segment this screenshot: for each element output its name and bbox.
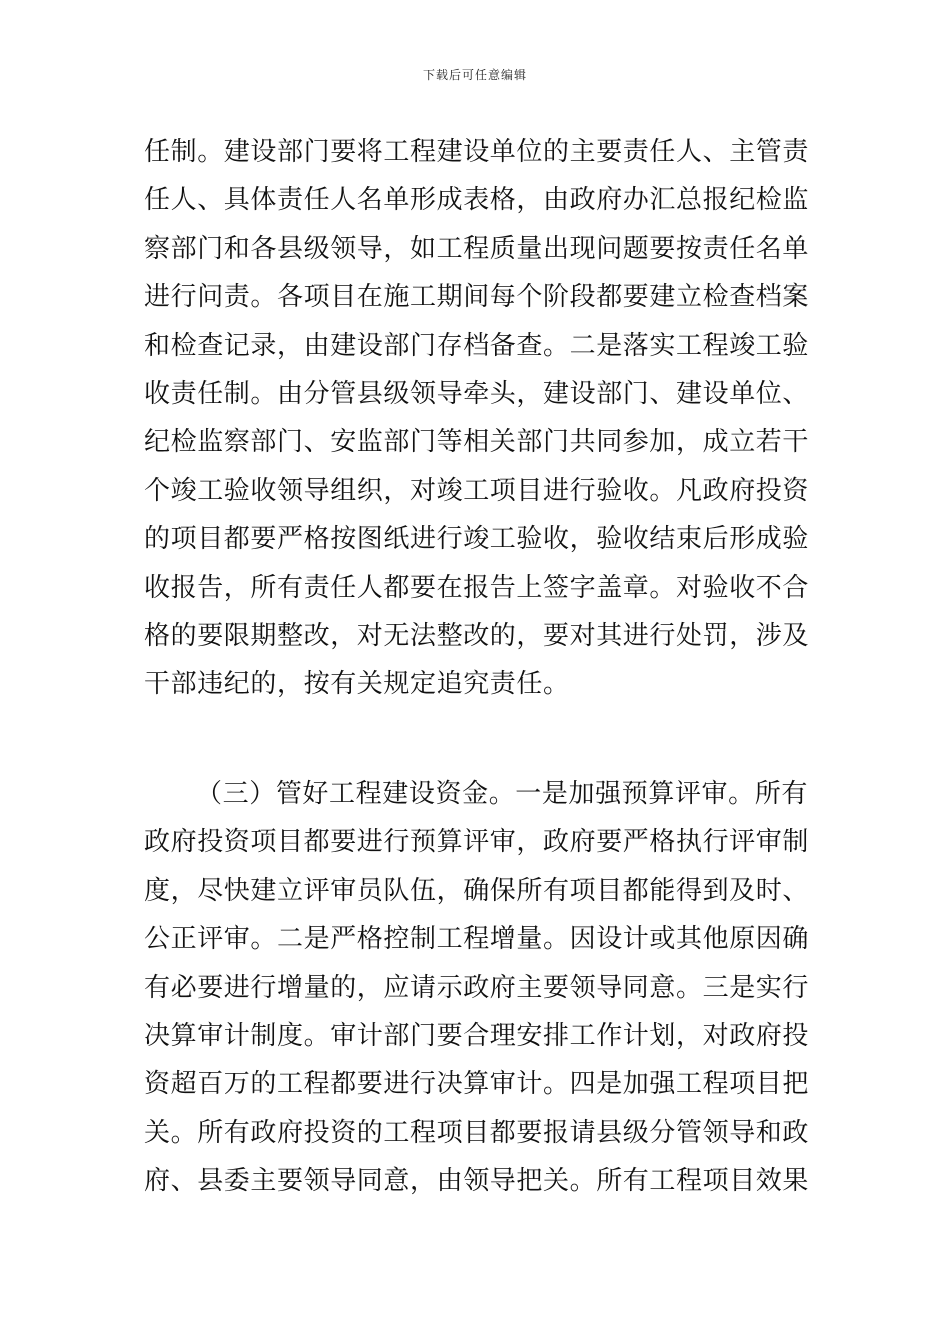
text-line: 政府投资项目都要进行预算评审，政府要严格执行评审制 xyxy=(144,827,810,858)
text-line: 和检查记录，由建设部门存档备查。二是落实工程竣工验 xyxy=(144,330,810,361)
text-line: 府、县委主要领导同意，由领导把关。所有工程项目效果 xyxy=(144,1166,810,1197)
text-line: 关。所有政府投资的工程项目都要报请县级分管领导和政 xyxy=(144,1117,810,1148)
text-line: 收责任制。由分管县级领导牵头，建设部门、建设单位、 xyxy=(144,378,810,409)
text-line: 任人、具体责任人名单形成表格，由政府办汇总报纪检监 xyxy=(144,185,810,216)
text-line: 公正评审。二是严格控制工程增量。因设计或其他原因确 xyxy=(144,924,810,955)
text-line: 个竣工验收领导组织，对竣工项目进行验收。凡政府投资 xyxy=(144,475,810,506)
text-line: 有必要进行增量的，应请示政府主要领导同意。三是实行 xyxy=(144,972,810,1003)
paragraph-1 xyxy=(144,128,808,709)
text-line: 资超百万的工程都要进行决算审计。四是加强工程项目把 xyxy=(144,1069,810,1100)
paragraph-2 xyxy=(144,770,808,1206)
text-line: 察部门和各县级领导，如工程质量出现问题要按责任名单 xyxy=(144,233,810,264)
text-line: 进行问责。各项目在施工期间每个阶段都要建立检查档案 xyxy=(144,282,810,313)
text-line: 的项目都要严格按图纸进行竣工验收，验收结束后形成验 xyxy=(144,524,810,555)
text-line: 纪检监察部门、安监部门等相关部门共同参加，成立若干 xyxy=(144,427,810,458)
text-line: 度，尽快建立评审员队伍，确保所有项目都能得到及时、 xyxy=(144,875,810,906)
text-line: 任制。建设部门要将工程建设单位的主要责任人、主管责 xyxy=(144,137,810,167)
text-line: 干部违纪的，按有关规定追究责任。 xyxy=(144,669,570,700)
header-note: 下载后可任意编辑 xyxy=(422,68,527,82)
text-line: 收报告，所有责任人都要在报告上签字盖章。对验收不合 xyxy=(144,572,810,603)
text-line-indented: （三）管好工程建设资金。一是加强预算评审。所有 xyxy=(196,779,808,809)
text-line: 决算审计制度。审计部门要合理安排工作计划，对政府投 xyxy=(144,1020,810,1051)
text-line: 格的要限期整改，对无法整改的，要对其进行处罚，涉及 xyxy=(144,620,810,651)
